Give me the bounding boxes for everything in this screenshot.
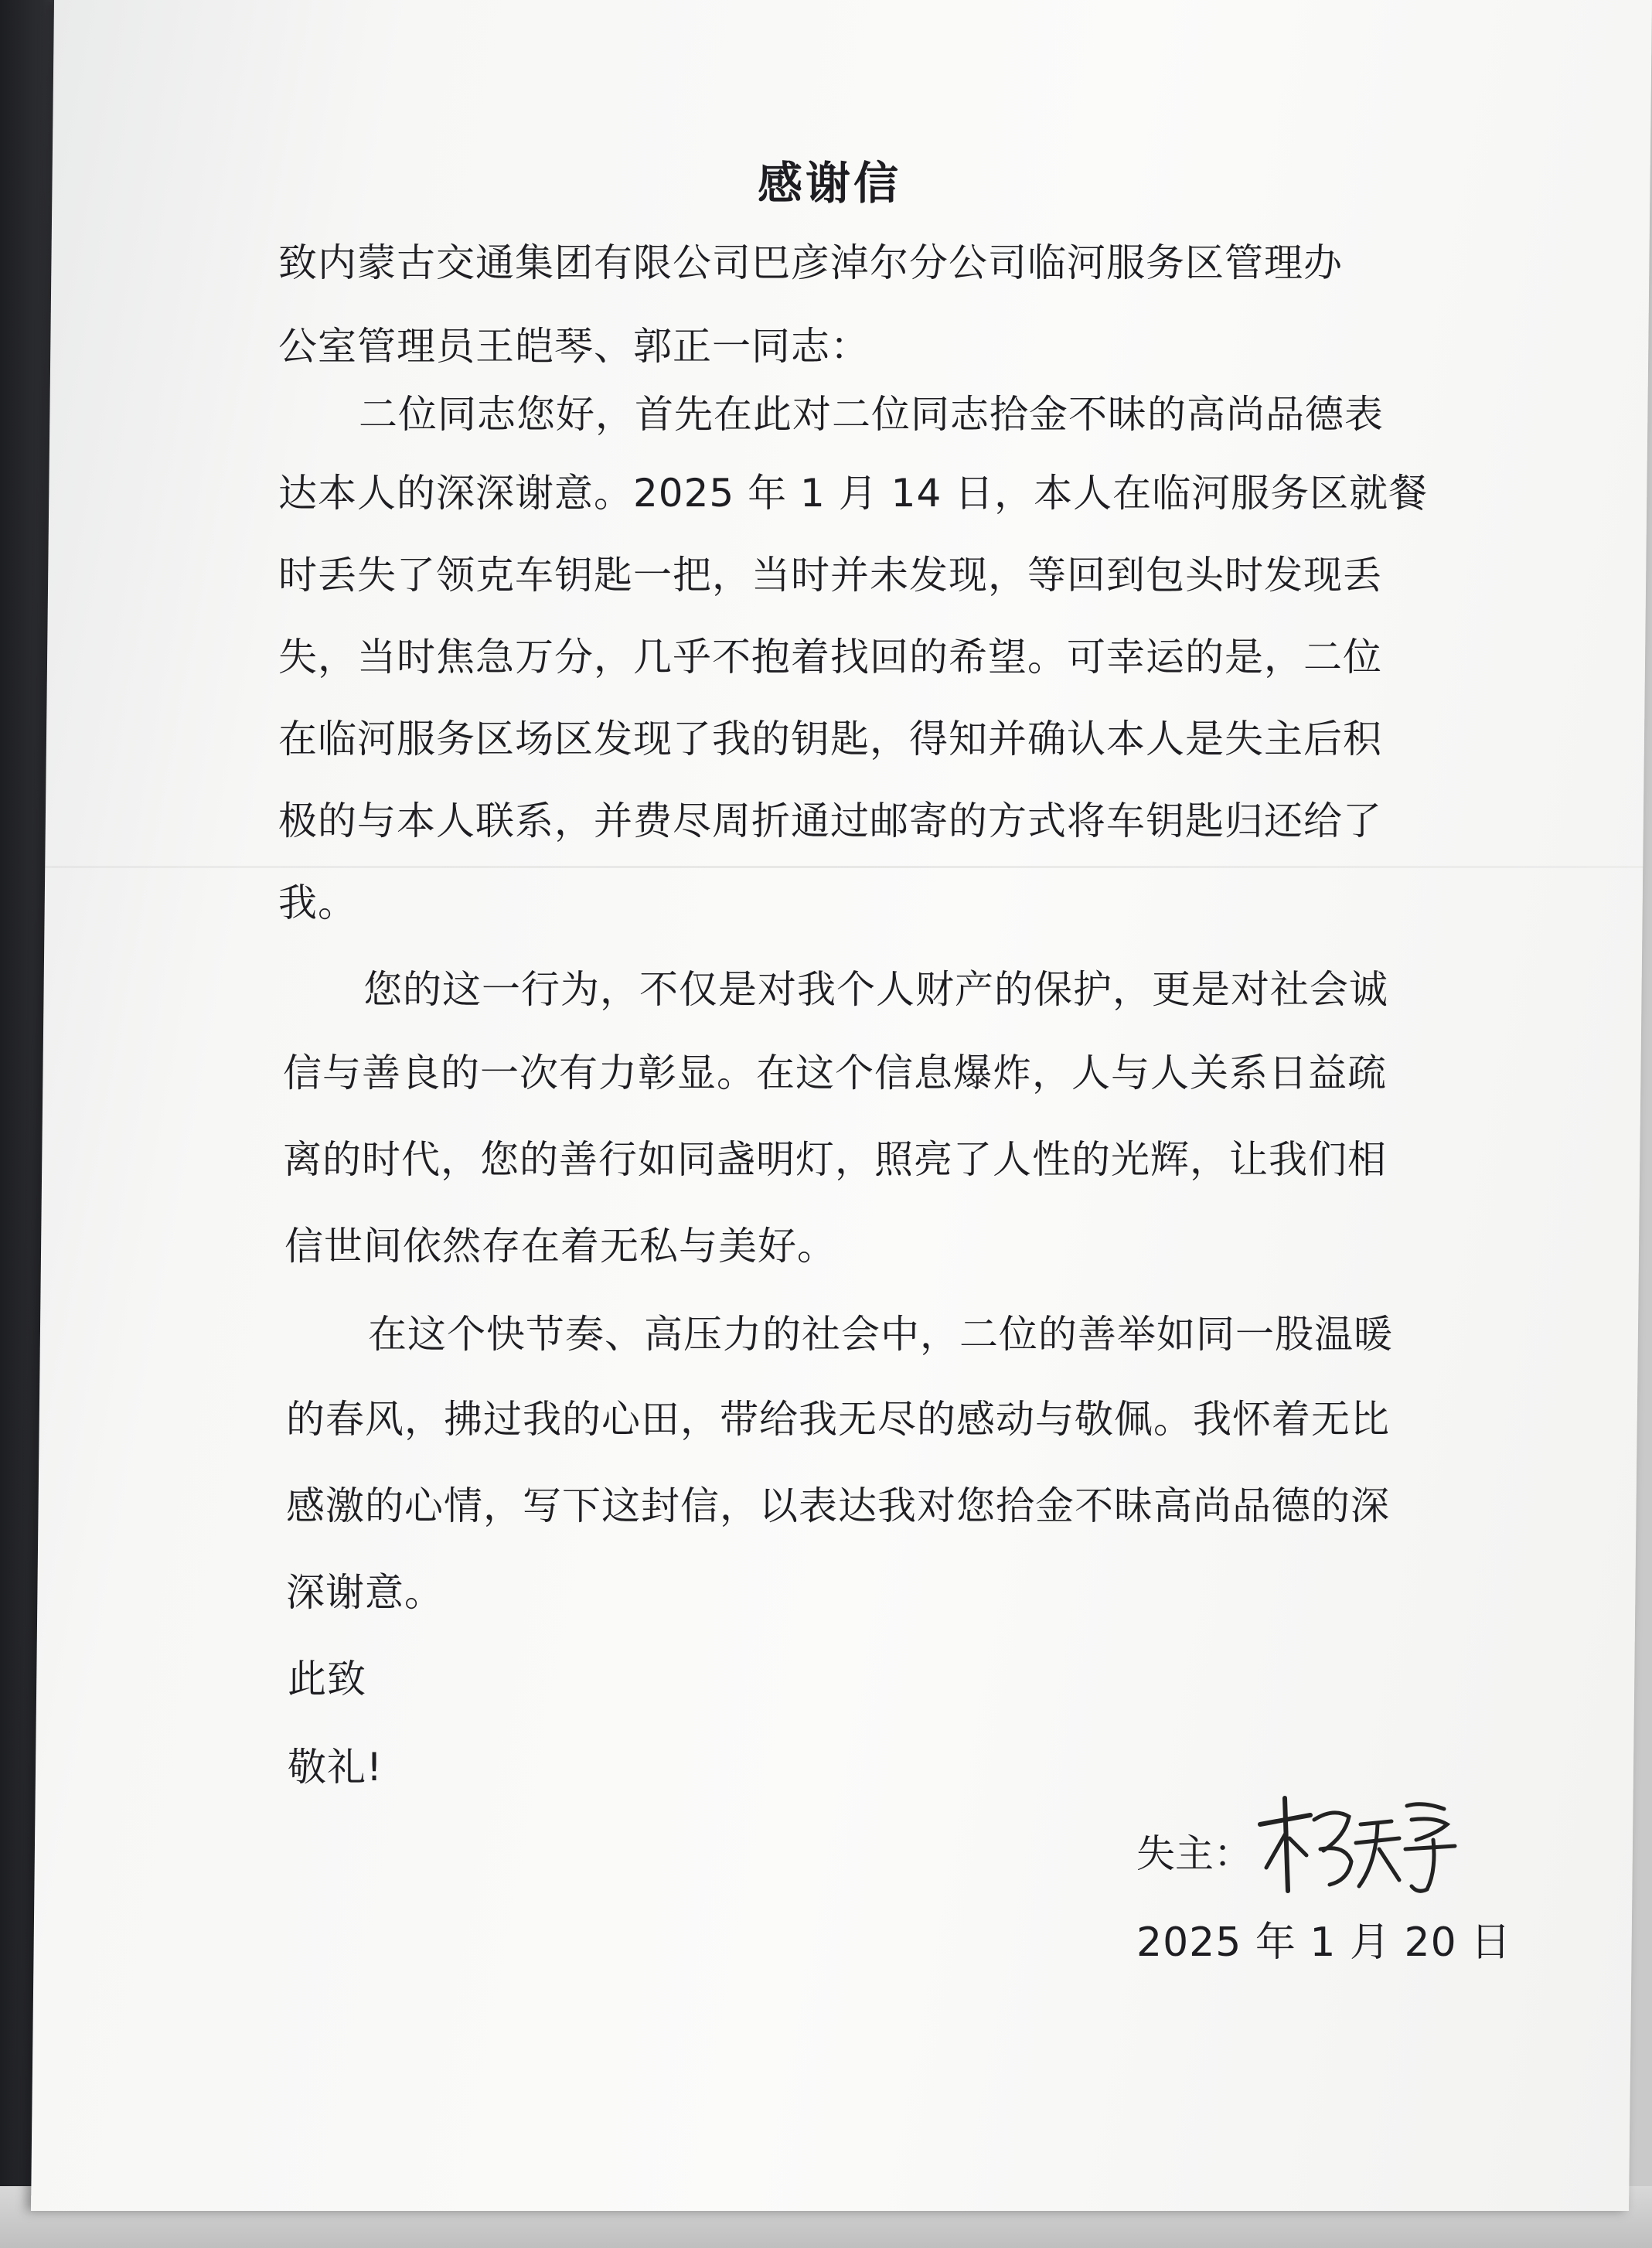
signature-block: [1136, 1809, 1523, 1979]
paragraph-3-line-4: 深谢意。: [286, 1570, 444, 1615]
paragraph-1-line-3: 时丢失了领克车钥匙一把，当时并未发现，等回到包头时发现丢: [278, 553, 1382, 598]
signature-label: 失主：: [1136, 1831, 1252, 1876]
paragraph-2-line-3: 离的时代，您的善行如同盏明灯，照亮了人性的光辉，让我们相: [283, 1137, 1387, 1182]
paragraph-2-line-1: 您的这一行为，不仅是对我个人财产的保护，更是对社会诚: [363, 967, 1388, 1012]
salutation-line-1: 致内蒙古交通集团有限公司巴彦淖尔分公司临河服务区管理办: [278, 240, 1343, 285]
closing-jing-li: 敬礼!: [288, 1745, 383, 1790]
paragraph-1-line-1: 二位同志您好，首先在此对二位同志拾金不昧的高尚品德表: [359, 392, 1384, 437]
paper-fold: [45, 866, 1643, 868]
paragraph-1-line-4: 失，当时焦急万分，几乎不抱着找回的希望。可幸运的是，二位: [278, 635, 1382, 680]
letter-date: 2025 年 1 月 20 日: [1136, 1919, 1512, 1966]
paragraph-2-line-4: 信世间依然存在着无私与美好。: [284, 1224, 836, 1269]
paragraph-1-line-7: 我。: [278, 880, 357, 925]
handwritten-signature: [1252, 1793, 1461, 1902]
paragraph-2-line-2: 信与善良的一次有力彰显。在这个信息爆炸，人与人关系日益疏: [283, 1051, 1387, 1095]
salutation-line-2: 公室管理员王皑琴、郭正一同志：: [278, 324, 870, 369]
letter-title: 感谢信: [758, 157, 902, 209]
paragraph-1-line-6: 极的与本人联系，并费尽周折通过邮寄的方式将车钥匙归还给了: [278, 799, 1382, 843]
closing-ci-zhi: 此致: [288, 1657, 366, 1701]
paragraph-1-line-2: 达本人的深深谢意。2025 年 1 月 14 日，本人在临河服务区就餐: [278, 471, 1429, 516]
paragraph-3-line-1: 在这个快节奏、高压力的社会中，二位的善举如同一股温暖: [368, 1312, 1393, 1357]
paragraph-3-line-3: 感激的心情，写下这封信，以表达我对您拾金不昧高尚品德的深: [286, 1483, 1390, 1528]
paragraph-3-line-2: 的春风，拂过我的心田，带给我无尽的感动与敬佩。我怀着无比: [286, 1397, 1390, 1442]
paragraph-1-line-5: 在临河服务区场区发现了我的钥匙，得知并确认本人是失主后积: [278, 717, 1382, 761]
